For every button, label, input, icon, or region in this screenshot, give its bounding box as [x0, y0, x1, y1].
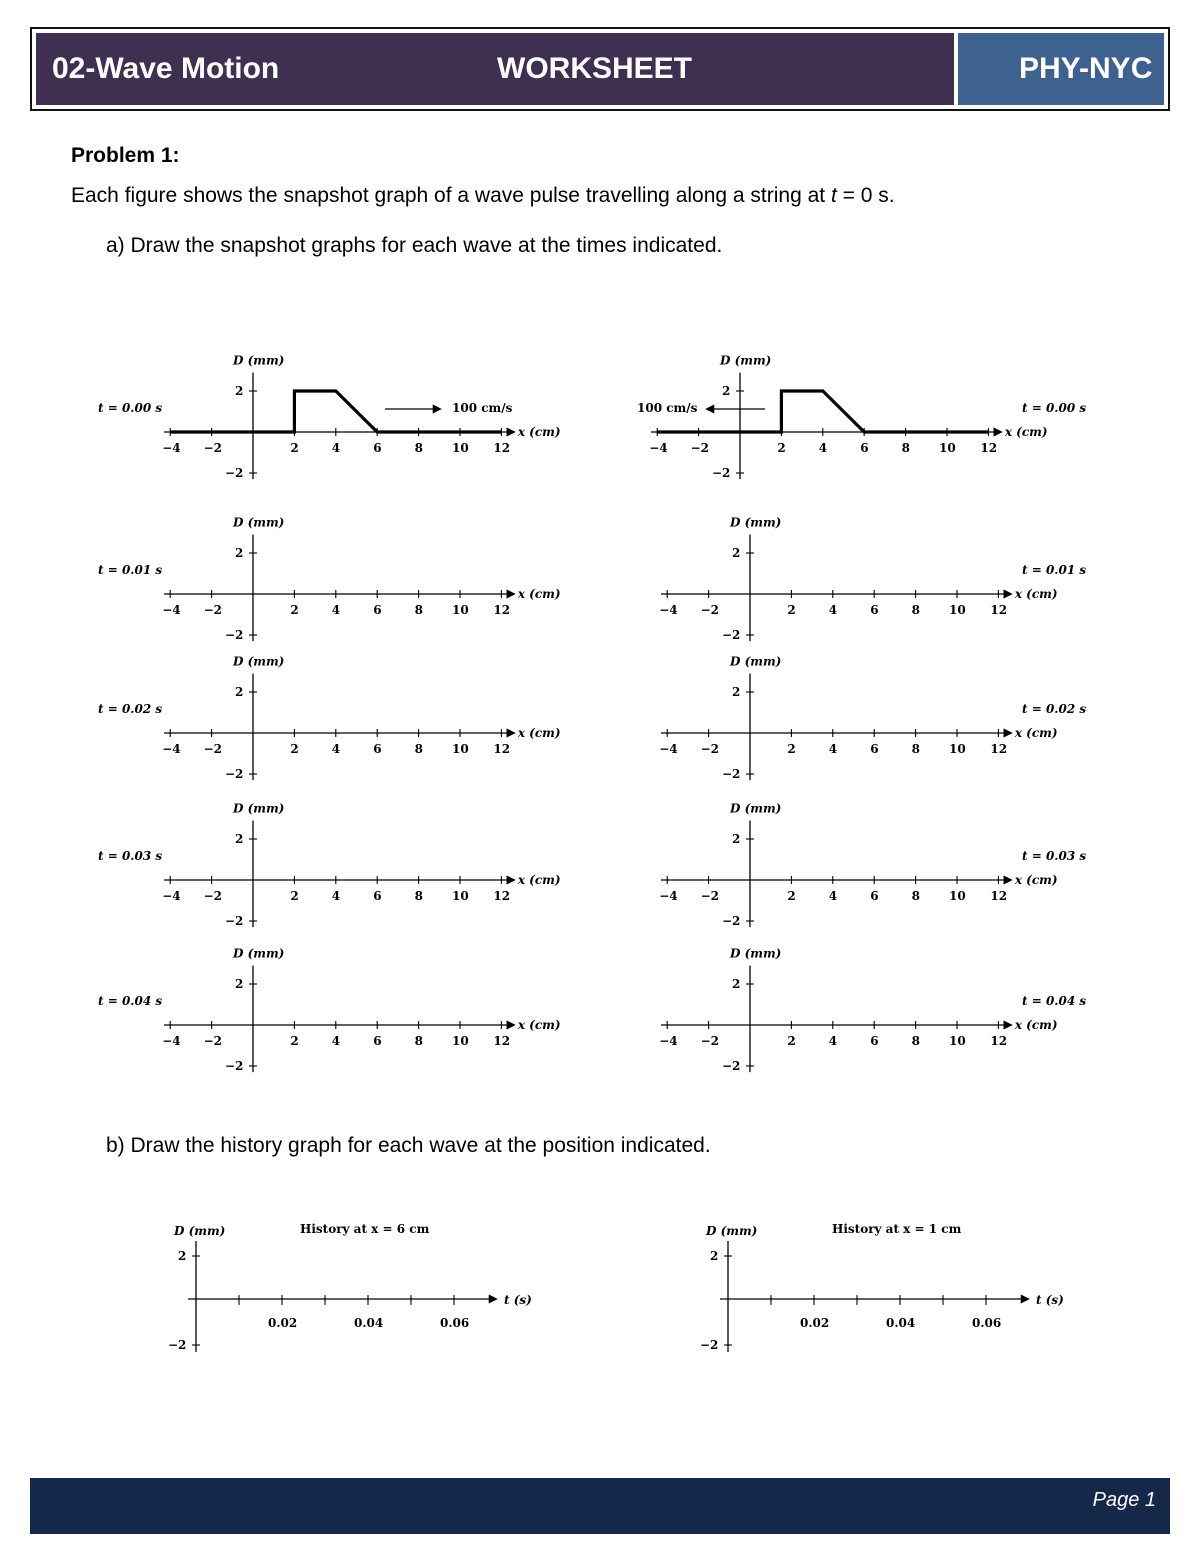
left-snapshot-3-y-axis-label: D (mm) — [233, 801, 285, 816]
left-snapshot-4-x-axis-label: x (cm) — [517, 1018, 561, 1032]
left-snapshot-3-x-tick-label: −2 — [203, 889, 223, 903]
left-snapshot-4-x-tick-label: 4 — [331, 1034, 341, 1048]
right-snapshot-4-y-tick-label-pos: 2 — [732, 977, 741, 991]
right-snapshot-1-x-axis-label: x (cm) — [1014, 587, 1058, 601]
left-snapshot-0-x-tick-label: 12 — [493, 441, 511, 455]
left-snapshot-3-x-tick-label: 8 — [414, 889, 423, 903]
right-snapshot-0-y-tick-label-pos: 2 — [722, 384, 731, 398]
left-snapshot-4-x-tick-label: 8 — [414, 1034, 423, 1048]
right-snapshot-1-x-tick-label: 12 — [990, 603, 1008, 617]
left-snapshot-0-y-tick-label-neg: −2 — [225, 466, 244, 480]
left-snapshot-1-y-tick-label-pos: 2 — [235, 546, 244, 560]
left-snapshot-0-y-axis-label: D (mm) — [233, 353, 285, 368]
left-snapshot-3-x-tick-label: 12 — [493, 889, 511, 903]
right-snapshot-4-x-tick-label: 8 — [911, 1034, 920, 1048]
left-snapshot-2-x-tick-label: −4 — [162, 742, 181, 756]
right-snapshot-3-x-tick-label: 6 — [870, 889, 879, 903]
right-snapshot-1-time-label: t = 0.01 s — [1022, 563, 1087, 577]
right-snapshot-3-x-tick-label: −4 — [659, 889, 678, 903]
left-snapshot-1-x-tick-label: 6 — [373, 603, 382, 617]
left-snapshot-4-y-tick-label-pos: 2 — [235, 977, 244, 991]
right-history-t-tick-label: 0.06 — [972, 1316, 1002, 1330]
right-snapshot-0-x-axis-label: x (cm) — [1004, 425, 1048, 439]
left-snapshot-1-x-tick-label: 4 — [331, 603, 341, 617]
left-snapshot-2-x-tick-label: 6 — [373, 742, 382, 756]
right-snapshot-0-x-tick-label: 12 — [980, 441, 998, 455]
intro-time-variable: t — [830, 184, 837, 207]
right-snapshot-1-x-tick-label: 8 — [911, 603, 920, 617]
part-a-instruction: a) Draw the snapshot graphs for each wave at the times indicated. — [106, 234, 723, 257]
left-snapshot-4-x-tick-label: 6 — [373, 1034, 382, 1048]
right-snapshot-3-x-tick-label: 8 — [911, 889, 920, 903]
right-snapshot-1-x-tick-label: 2 — [787, 603, 796, 617]
header-course-code: PHY-NYC — [1019, 52, 1153, 85]
left-snapshot-3-x-tick-label: 4 — [331, 889, 341, 903]
right-snapshot-2-x-axis-label: x (cm) — [1014, 726, 1058, 740]
right-history-t-tick-label: 0.02 — [800, 1316, 830, 1330]
left-snapshot-4-x-tick-label: 2 — [290, 1034, 299, 1048]
right-snapshot-3-x-tick-label: −2 — [700, 889, 720, 903]
left-snapshot-2-x-axis-label: x (cm) — [517, 726, 561, 740]
left-snapshot-3-x-tick-label: 6 — [373, 889, 382, 903]
right-snapshot-1-x-tick-label: −4 — [659, 603, 678, 617]
right-snapshot-1-x-tick-label: 10 — [949, 603, 966, 617]
left-snapshot-1-x-tick-label: −2 — [203, 603, 223, 617]
left-snapshot-2-x-tick-label: 12 — [493, 742, 511, 756]
left-snapshot-1-y-axis-label: D (mm) — [233, 515, 285, 530]
left-snapshot-4-x-tick-label: −2 — [203, 1034, 223, 1048]
left-snapshot-0-x-axis-label: x (cm) — [517, 425, 561, 439]
right-snapshot-4-x-tick-label: 2 — [787, 1034, 796, 1048]
left-snapshot-0-x-tick-label: 2 — [290, 441, 299, 455]
left-snapshot-0-x-tick-label: 6 — [373, 441, 382, 455]
right-velocity-label: 100 cm/s — [637, 401, 698, 415]
left-snapshot-1-x-tick-label: 2 — [290, 603, 299, 617]
left-snapshot-3-time-label: t = 0.03 s — [98, 849, 163, 863]
right-snapshot-1-x-tick-label: 6 — [870, 603, 879, 617]
right-history-y-axis-label: D (mm) — [706, 1224, 758, 1238]
right-snapshot-3-y-tick-label-pos: 2 — [732, 832, 741, 846]
page-number: Page 1 — [1092, 1489, 1156, 1511]
left-snapshot-4-time-label: t = 0.04 s — [98, 994, 163, 1008]
right-snapshot-0-x-tick-label: −4 — [649, 441, 668, 455]
right-snapshot-2-x-tick-label: 10 — [949, 742, 966, 756]
right-history-y-tick-label-neg: −2 — [700, 1338, 719, 1352]
left-history-t-tick-label: 0.02 — [268, 1316, 298, 1330]
right-history-y-tick-label-pos: 2 — [710, 1249, 719, 1263]
right-snapshot-3-x-tick-label: 4 — [828, 889, 838, 903]
left-snapshot-0-x-tick-label: 10 — [452, 441, 469, 455]
right-snapshot-0-x-tick-label: 4 — [818, 441, 828, 455]
right-snapshot-0-x-tick-label: −2 — [690, 441, 710, 455]
right-snapshot-1-x-tick-label: 4 — [828, 603, 838, 617]
intro-text-pre: Each figure shows the snapshot graph of a wave pulse travelling along a string at — [71, 184, 831, 207]
right-snapshot-0-x-tick-label: 10 — [939, 441, 956, 455]
left-snapshot-0-time-label: t = 0.00 s — [98, 401, 163, 415]
right-pulse-trace — [657, 391, 988, 432]
left-history-t-tick-label: 0.04 — [354, 1316, 384, 1330]
left-snapshot-1-x-tick-label: 12 — [493, 603, 511, 617]
left-snapshot-4-y-axis-label: D (mm) — [233, 946, 285, 961]
right-history-t-tick-label: 0.04 — [886, 1316, 916, 1330]
right-snapshot-4-x-tick-label: 10 — [949, 1034, 966, 1048]
left-snapshot-2-y-axis-label: D (mm) — [233, 654, 285, 669]
right-history-t-axis-label: t (s) — [1036, 1293, 1064, 1307]
left-snapshot-4-x-tick-label: 12 — [493, 1034, 511, 1048]
right-snapshot-2-y-axis-label: D (mm) — [730, 654, 782, 669]
right-snapshot-1-x-tick-label: −2 — [700, 603, 720, 617]
left-snapshot-1-time-label: t = 0.01 s — [98, 563, 163, 577]
left-history-y-tick-label-neg: −2 — [168, 1338, 187, 1352]
right-snapshot-0-time-label: t = 0.00 s — [1022, 401, 1087, 415]
right-snapshot-4-x-tick-label: −4 — [659, 1034, 678, 1048]
right-snapshot-3-y-axis-label: D (mm) — [730, 801, 782, 816]
right-snapshot-1-y-axis-label: D (mm) — [730, 515, 782, 530]
left-snapshot-0-x-tick-label: −4 — [162, 441, 181, 455]
left-snapshot-0-x-tick-label: 4 — [331, 441, 341, 455]
footer-bar — [30, 1478, 1170, 1534]
right-snapshot-4-y-tick-label-neg: −2 — [722, 1059, 741, 1073]
left-snapshot-1-x-axis-label: x (cm) — [517, 587, 561, 601]
left-velocity-label: 100 cm/s — [452, 401, 513, 415]
right-snapshot-4-x-tick-label: −2 — [700, 1034, 720, 1048]
left-snapshot-0-y-tick-label-pos: 2 — [235, 384, 244, 398]
right-snapshot-1-y-tick-label-pos: 2 — [732, 546, 741, 560]
left-snapshot-4-x-tick-label: −4 — [162, 1034, 181, 1048]
left-snapshot-2-x-tick-label: 4 — [331, 742, 341, 756]
left-snapshot-0-x-tick-label: 8 — [414, 441, 423, 455]
right-snapshot-3-x-tick-label: 10 — [949, 889, 966, 903]
right-snapshot-2-x-tick-label: −2 — [700, 742, 720, 756]
right-snapshot-2-x-tick-label: −4 — [659, 742, 678, 756]
right-snapshot-4-x-axis-label: x (cm) — [1014, 1018, 1058, 1032]
left-snapshot-2-y-tick-label-pos: 2 — [235, 685, 244, 699]
right-snapshot-4-x-tick-label: 6 — [870, 1034, 879, 1048]
left-snapshot-2-time-label: t = 0.02 s — [98, 702, 163, 716]
right-snapshot-2-y-tick-label-neg: −2 — [722, 767, 741, 781]
left-history-t-tick-label: 0.06 — [440, 1316, 470, 1330]
right-snapshot-0-y-tick-label-neg: −2 — [712, 466, 731, 480]
right-snapshot-3-x-tick-label: 2 — [787, 889, 796, 903]
left-snapshot-2-x-tick-label: 2 — [290, 742, 299, 756]
right-snapshot-1-y-tick-label-neg: −2 — [722, 628, 741, 642]
right-snapshot-0-x-tick-label: 2 — [777, 441, 786, 455]
left-snapshot-0-x-tick-label: −2 — [203, 441, 223, 455]
right-snapshot-2-x-tick-label: 4 — [828, 742, 838, 756]
right-snapshot-3-x-axis-label: x (cm) — [1014, 873, 1058, 887]
right-snapshot-4-time-label: t = 0.04 s — [1022, 994, 1087, 1008]
left-snapshot-4-x-tick-label: 10 — [452, 1034, 469, 1048]
left-snapshot-3-y-tick-label-neg: −2 — [225, 914, 244, 928]
left-history-y-axis-label: D (mm) — [174, 1224, 226, 1238]
right-snapshot-2-time-label: t = 0.02 s — [1022, 702, 1087, 716]
right-snapshot-2-x-tick-label: 12 — [990, 742, 1008, 756]
right-snapshot-2-x-tick-label: 8 — [911, 742, 920, 756]
left-snapshot-3-x-tick-label: 2 — [290, 889, 299, 903]
left-snapshot-1-x-tick-label: −4 — [162, 603, 181, 617]
right-history-title: History at x = 1 cm — [832, 1222, 962, 1236]
left-snapshot-3-x-tick-label: −4 — [162, 889, 181, 903]
left-snapshot-3-x-axis-label: x (cm) — [517, 873, 561, 887]
right-snapshot-3-y-tick-label-neg: −2 — [722, 914, 741, 928]
right-snapshot-2-y-tick-label-pos: 2 — [732, 685, 741, 699]
intro-text-post: = 0 s. — [836, 184, 895, 207]
right-snapshot-4-y-axis-label: D (mm) — [730, 946, 782, 961]
right-snapshot-4-x-tick-label: 12 — [990, 1034, 1008, 1048]
left-snapshot-3-y-tick-label-pos: 2 — [235, 832, 244, 846]
left-snapshot-1-x-tick-label: 10 — [452, 603, 469, 617]
right-snapshot-0-x-tick-label: 8 — [901, 441, 910, 455]
header-worksheet-title: WORKSHEET — [497, 52, 692, 85]
header-topic-title: 02-Wave Motion — [52, 52, 280, 85]
left-snapshot-2-x-tick-label: 8 — [414, 742, 423, 756]
right-snapshot-3-x-tick-label: 12 — [990, 889, 1008, 903]
left-snapshot-2-y-tick-label-neg: −2 — [225, 767, 244, 781]
right-snapshot-2-x-tick-label: 2 — [787, 742, 796, 756]
part-b-instruction: b) Draw the history graph for each wave at the position indicated. — [106, 1134, 711, 1157]
left-snapshot-1-x-tick-label: 8 — [414, 603, 423, 617]
left-snapshot-3-x-tick-label: 10 — [452, 889, 469, 903]
left-snapshot-2-x-tick-label: 10 — [452, 742, 469, 756]
right-snapshot-3-time-label: t = 0.03 s — [1022, 849, 1087, 863]
left-history-y-tick-label-pos: 2 — [178, 1249, 187, 1263]
right-snapshot-2-x-tick-label: 6 — [870, 742, 879, 756]
left-history-t-axis-label: t (s) — [504, 1293, 532, 1307]
left-snapshot-2-x-tick-label: −2 — [203, 742, 223, 756]
left-snapshot-1-y-tick-label-neg: −2 — [225, 628, 244, 642]
left-snapshot-4-y-tick-label-neg: −2 — [225, 1059, 244, 1073]
right-snapshot-4-x-tick-label: 4 — [828, 1034, 838, 1048]
problem-title: Problem 1: — [71, 144, 180, 167]
right-snapshot-0-x-tick-label: 6 — [860, 441, 869, 455]
left-history-title: History at x = 6 cm — [300, 1222, 430, 1236]
right-snapshot-0-y-axis-label: D (mm) — [720, 353, 772, 368]
